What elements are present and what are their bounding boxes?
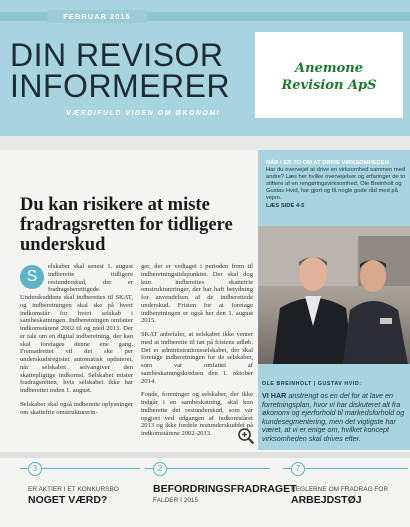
teaser-item[interactable]: [145, 462, 297, 517]
tagline: VÆRDIFULD VIDEN OM ØKONOMI: [66, 110, 221, 117]
page-number-badge: 3: [28, 462, 42, 476]
title-line-2: INFORMERER: [10, 68, 231, 104]
article-paragraph: Selskaber skal også indberette oplysninger om skattefrie omstrukturerin-: [20, 400, 133, 416]
brand-logo-text: [255, 60, 403, 94]
photo-caption: OLE BREINHOLT | GUSTAV HVID:: [262, 381, 362, 387]
brand-line-2: Revision ApS: [281, 78, 377, 93]
newsletter-title: [10, 37, 231, 104]
article-column-1: [20, 263, 133, 422]
teaser-subtitle: FALDER I 2015: [153, 497, 199, 504]
teaser-kicker: REGLERNE OM FRADRAG FOR: [291, 486, 389, 493]
zoom-in-icon[interactable]: [237, 427, 255, 445]
article-paragraph: elskaber skal senest 1. august indberette tidligere restunderskud, der er fradragsberettigede. Underskuddene skal indberettes til SKAT, og indberetningen skal ske på hvert indkomstår for hvert selskab i sambeskatningen. Indberetningen omfatter indkomstårene 2002 til og med 2013. Der er tale om en digital indberetning, der kan skal foretages denne ene gang. Fremadrettet vil det ske per underskudsregister automatisk opdateret, når selskabet selvangiver den skattepligtige indkomst. Selskabet mister fradragsretten, hvis selskabet ikke har indberettet inden 1. august.: [20, 263, 133, 394]
article-paragraph: ger, der er vedtaget i perioden frem til indberetningstidspunktet. Der skal dog kun indberettes skattefrie omstruktureringer, der har haft betydning for anvendelsen af de indberettede underskud. Fristen for at foretage indberetningen er også her den 1. august 2015.: [141, 263, 253, 325]
teaser-item[interactable]: [20, 462, 140, 517]
teaser-item[interactable]: [283, 462, 408, 517]
pull-quote: [262, 392, 406, 444]
sidebar-intro: [266, 160, 406, 210]
article-headline: Du kan risikere at miste fradragsretten for tidligere underskud: [20, 195, 233, 255]
brand-line-1: Anemone: [295, 61, 363, 76]
quote-lead: VI HAR: [262, 391, 287, 400]
issue-date: FEBRUAR 2015: [47, 10, 147, 23]
page-number-badge: 2: [153, 462, 167, 476]
quote-text: anstrengt os en del for at lave en forretningsplan, hvor vi har diskuteret alt fra økonomi og ejerforhold til markedsforhold og kundesegmentering, men det vigtigste har været, at vi er enige om, hvilket koncept virksomheden skal drives efter.: [262, 391, 405, 443]
teaser-kicker: ER AKTIER I ET KONKURSBO: [28, 486, 119, 493]
sidebar-text: Har du overvejet at drive en virksomhed sammen med andre? Læs her hvilke overvejelser og erfaringer de to stiftere af en rengøringsvirksomhed, Ole Breinholt og Gustav Hvid, har gjort og få nogle gode råd med på vejen.: [266, 167, 406, 201]
brand-box: [255, 32, 403, 118]
sidebar-heading: NÅR I ER TO OM AT DRIVE VIRKSOMHEDEN: [266, 160, 389, 166]
drop-cap: S: [20, 265, 44, 289]
divider-band: [0, 136, 410, 150]
teaser-title: BEFORDRINGSFRADRAGET: [153, 483, 297, 495]
sidebar-read-more[interactable]: LÆS SIDE 4-5: [266, 203, 305, 209]
teaser-title: NOGET VÆRD?: [28, 494, 108, 506]
article-column-2: [141, 263, 253, 444]
title-line-1: DIN REVISOR: [10, 37, 224, 73]
founders-photo: [258, 226, 410, 364]
founders-illustration: [258, 226, 410, 364]
article-paragraph: Fonde, foreninger og selskaber, der ikke indgår i en sambeskatning, skal kun indberette det restunderskud, som var opgjort ved udgangen af indkomståret 2013 og ikke fordele restunderskuddet på indkomstårene 2002-2013.: [141, 391, 253, 437]
article-paragraph: SKAT anbefaler, at selskabet ikke venter med at indberette til tæt på fristens udløb. Det er administrationsselskabet, der skal foretage indberetningen for de selskaber, som var omfattet af sambeskatningskredsen den 1. oktober 2014.: [141, 331, 253, 385]
teaser-title: ARBEJDSTØJ: [291, 494, 362, 506]
page-number-badge: 7: [291, 462, 305, 476]
masthead: [0, 0, 410, 136]
